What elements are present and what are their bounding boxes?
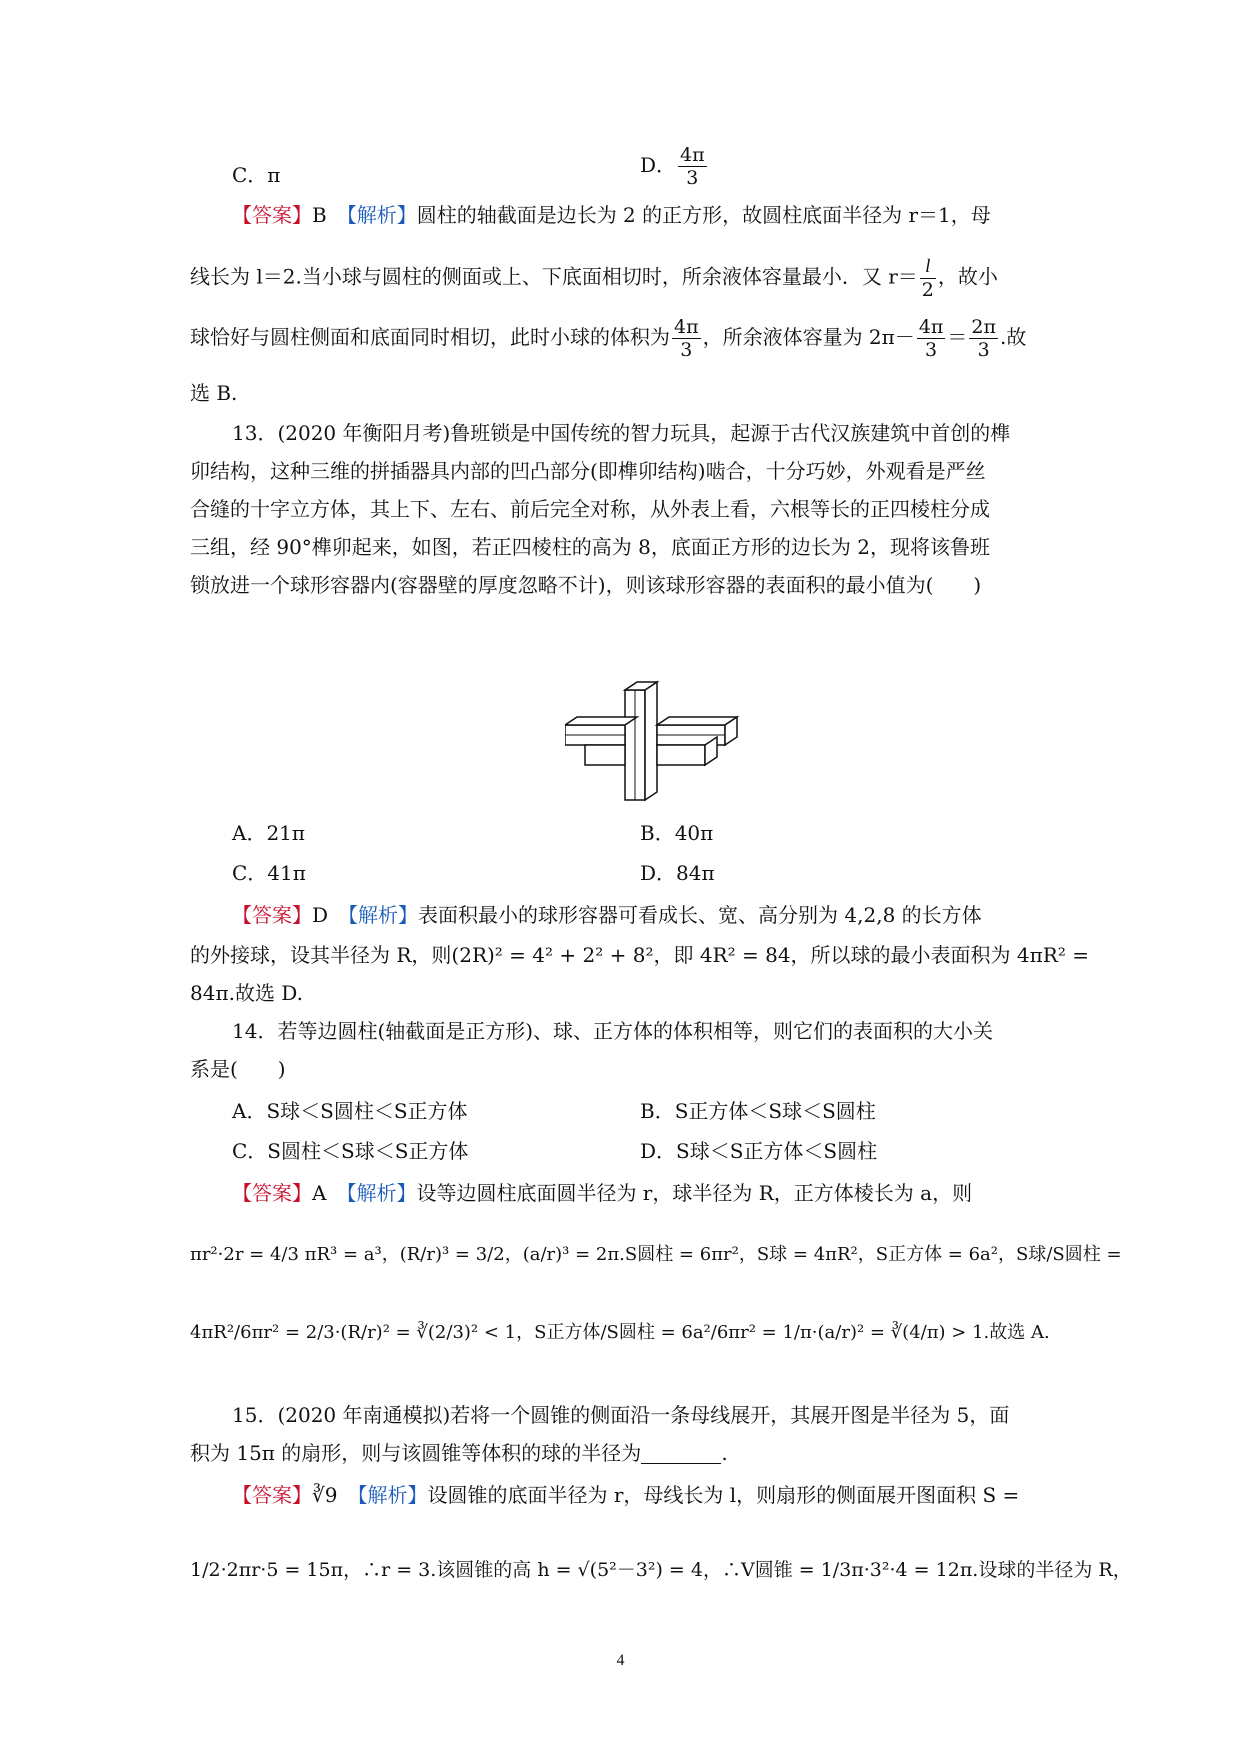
analysis-tag: 【解析】: [346, 203, 417, 227]
q12-answer-line: 【答案】B 【解析】圆柱的轴截面是边长为 2 的正方形，故圆柱底面半径为 r＝1，母: [232, 203, 991, 227]
page-number: 4: [616, 1652, 625, 1669]
q13-stem-line-1: 13．(2020 年衡阳月考)鲁班锁是中国传统的智力玩具，起源于古代汉族建筑中首创的榫: [232, 421, 1011, 445]
q14-option-b: B．S正方体＜S球＜S圆柱: [640, 1099, 876, 1123]
q13-answer-line: 【答案】D 【解析】表面积最小的球形容器可看成长、宽、高分别为 4,2,8 的长方体: [232, 903, 982, 927]
q12-solution-line-3: 球恰好与圆柱侧面和底面同时相切，此时小球的体积为 $\frac{4\pi}{3}$ ，所余液体容量为 2π－ $\frac{4\pi}{3}$ ＝ $\frac{2\pi}{3}$ .故: [190, 316, 1027, 361]
q13-option-c: C．41π: [232, 861, 306, 885]
q14-stem-line-1: 14．若等边圆柱(轴截面是正方形)、球、正方体的体积相等，则它们的表面积的大小关: [232, 1019, 994, 1043]
analysis-tag: 【解析】: [348, 903, 419, 927]
analysis-tag: 【解析】: [357, 1483, 428, 1507]
q15-solution-line-2: 1/2·2πr·5 = 15π，∴r = 3.该圆锥的高 h = √(5²－3²) = 4，∴V圆锥 = 1/3π·3²·4 = 12π.设球的半径为 R，: [190, 1559, 1132, 1581]
answer-tag: 【答案】: [232, 903, 312, 927]
q14-option-d: D．S球＜S正方体＜S圆柱: [640, 1139, 878, 1163]
q15-stem-line-1: 15．(2020 年南通模拟)若将一个圆锥的侧面沿一条母线展开，其展开图是半径为 5，面: [232, 1403, 1010, 1427]
q13-stem-line-3: 合缝的十字立方体，其上下、左右、前后完全对称，从外表上看，六根等长的正四棱柱分成: [190, 497, 990, 521]
q13-solution-line-3: 84π.故选 D.: [190, 981, 303, 1005]
luban-lock-figure: [565, 670, 745, 805]
answer-tag: 【答案】: [232, 203, 312, 227]
q14-solution-line-3: 4πR²/6πr² = 2/3·(R/r)² = ∛(2/3)² < 1，S正方体/S圆柱 = 6a²/6πr² = 1/π·(a/r)² = ∛(4/π) > 1.故选 A.: [190, 1322, 1050, 1343]
q15-answer-line: 【答案】∛9 【解析】设圆锥的底面半径为 r，母线长为 l，则扇形的侧面展开图面积 S =: [232, 1483, 1020, 1507]
q14-option-a: A．S球＜S圆柱＜S正方体: [232, 1099, 468, 1123]
q13-stem-line-4: 三组，经 90°榫卯起来，如图，若正四棱柱的高为 8，底面正方形的边长为 2，现将该鲁班: [190, 535, 990, 559]
q13-stem-line-2: 卯结构，这种三维的拼插器具内部的凹凸部分(即榫卯结构)啮合，十分巧妙，外观看是严丝: [190, 459, 986, 483]
q14-option-c: C．S圆柱＜S球＜S正方体: [232, 1139, 469, 1163]
q12-option-c: C．π: [232, 163, 281, 187]
q12-solution-line-4: 选 B.: [190, 381, 238, 405]
q13-option-d: D．84π: [640, 861, 715, 885]
q13-option-a: A．21π: [232, 821, 306, 845]
analysis-tag: 【解析】: [346, 1181, 417, 1205]
q12-option-d: D． $\frac{4\pi}{3}$: [640, 144, 705, 189]
q14-solution-line-2: πr²·2r = 4/3 πR³ = a³，(R/r)³ = 3/2，(a/r)³ = 2π.S圆柱 = 6πr²，S球 = 4πR²，S正方体 = 6a²，S球/S圆柱 =: [190, 1244, 1122, 1265]
answer-tag: 【答案】: [232, 1483, 312, 1507]
q13-option-b: B．40π: [640, 821, 714, 845]
q15-stem-line-2: 积为 15π 的扇形，则与该圆锥等体积的球的半径为 .: [190, 1441, 728, 1465]
answer-blank: [641, 1443, 721, 1464]
q14-stem-line-2: 系是( ): [190, 1057, 286, 1081]
q12-solution-line-2: 线长为 l＝2.当小球与圆柱的侧面或上、下底面相切时，所余液体容量最小．又 r＝ $\frac{l}{2}$ ，故小: [190, 256, 998, 301]
q14-answer-line: 【答案】A 【解析】设等边圆柱底面圆半径为 r，球半径为 R，正方体棱长为 a，则: [232, 1181, 973, 1205]
q13-solution-line-2: 的外接球，设其半径为 R，则(2R)² = 4² + 2² + 8²，即 4R² = 84，所以球的最小表面积为 4πR² =: [190, 943, 1089, 967]
answer-tag: 【答案】: [232, 1181, 312, 1205]
q13-stem-line-5: 锁放进一个球形容器内(容器壁的厚度忽略不计)，则该球形容器的表面积的最小值为( ): [190, 573, 982, 597]
